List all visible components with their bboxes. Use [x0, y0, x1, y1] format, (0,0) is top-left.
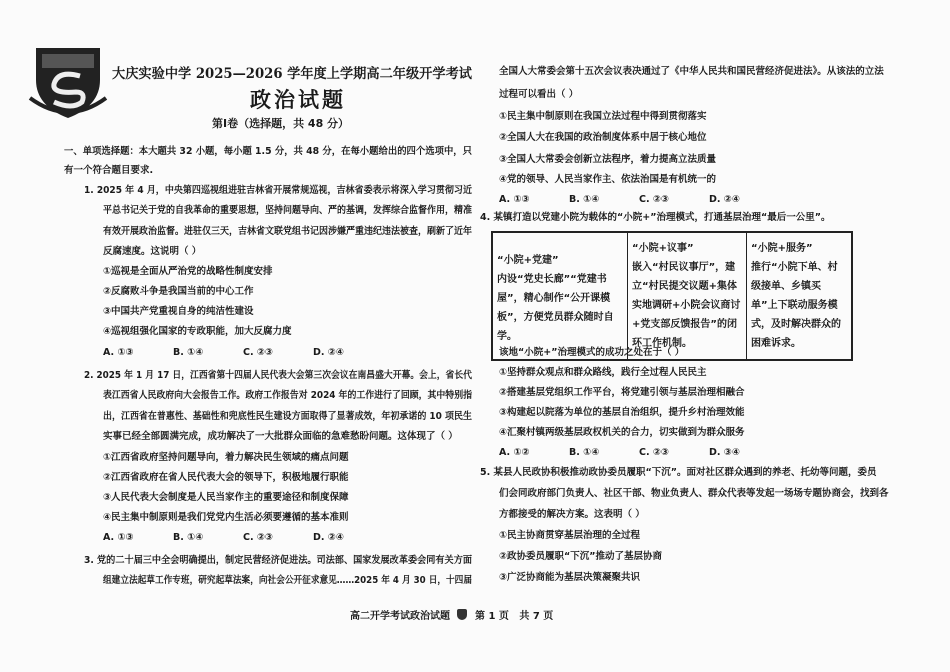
page-total: 共 7 页 — [519, 611, 554, 622]
statement: ②搭建基层党组织工作平台，将党建引领与基层治理相融合 — [499, 387, 745, 398]
school-logo-icon — [28, 40, 108, 120]
answer-options — [499, 446, 779, 459]
statement: ④巡视组强化国家的专政职能，加大反腐力度 — [103, 326, 292, 337]
question-stem: 5. 某县人民政协积极推动政协委员履职“下沉”。面对社区群众遇到的养老、托幼等问题，委员 — [480, 467, 877, 478]
statement: ①民主集中制原则在我国立法过程中得到贯彻落实 — [499, 111, 707, 122]
question-stem: 反腐速度。这说明（ ） — [103, 246, 202, 257]
question-stem: 实事已经全部圆满完成，成功解决了一大批群众面临的急难愁盼问题。这体现了（ ） — [103, 431, 458, 442]
cell-body: 推行“小院下单、村级接单、乡镇买单”上下联动服务模式，及时解决群众的困难诉求。 — [751, 262, 841, 349]
statement: ①江西省政府坚持问题导向，着力解决民生领域的痛点问题 — [103, 452, 349, 463]
option-c[interactable]: C. ②③ — [243, 532, 273, 543]
option-a[interactable]: A. ①③ — [499, 194, 530, 205]
cell-body: 嵌入“村民议事厅”，建立“村民提交议题+集体实地调研+小院会议商讨+党支部反馈报告”的闭环工作机制。 — [632, 262, 741, 349]
question-stem: 组建立法起草工作专班，研究起草法案，向社会公开征求意见……2025 年 4 月 30 日，十四届 — [103, 575, 472, 586]
option-c[interactable]: C. ②③ — [243, 347, 273, 358]
page-number: 第 1 页 — [474, 611, 509, 622]
question-stem: 1. 2025 年 4 月，中央第四巡视组进驻吉林省开展常规巡视，吉林省委表示将深入学习贯彻习近 — [84, 185, 472, 196]
cell-heading: “小院+服务” — [751, 243, 813, 254]
footer-exam-name: 高二开学考试政治试题 — [350, 611, 450, 622]
instructions-line: 一、单项选择题：本大题共 32 小题，每小题 1.5 分，共 48 分，在每小题给出的四个选项中，只 — [64, 146, 472, 157]
option-b[interactable]: B. ①④ — [173, 532, 204, 543]
question-stem: 2. 2025 年 1 月 17 日，江西省第十四届人民代表大会第三次会议在南昌盛大开幕。会上，省长代 — [84, 370, 472, 381]
statement: ①民主协商贯穿基层治理的全过程 — [499, 530, 641, 541]
option-a[interactable]: A. ①③ — [103, 347, 134, 358]
statement: ③人民代表大会制度是人民当家作主的重要途径和制度保障 — [103, 492, 349, 503]
statement: ②反腐败斗争是我国当前的中心工作 — [103, 286, 254, 297]
question-stem: 全国人大常委会第十五次会议表决通过了《中华人民共和国民营经济促进法》。从该法的立法 — [499, 66, 884, 77]
statement: ②江西省政府在省人民代表大会的领导下，积极地履行职能 — [103, 472, 349, 483]
question-stem: 们会同政府部门负责人、社区干部、物业负责人、群众代表等发起一场场专题协商会，找到各 — [499, 488, 889, 499]
question-stem: 出，江西省在普惠性、基础性和兜底性民生建设方面取得了显著成效，年初承诺的 10 项民生 — [103, 411, 472, 422]
option-d[interactable]: D. ②④ — [313, 532, 344, 543]
option-a[interactable]: A. ①③ — [103, 532, 134, 543]
option-c[interactable]: C. ②③ — [639, 194, 669, 205]
statement: ④民主集中制原则是我们党党内生活必须要遵循的基本准则 — [103, 512, 349, 523]
instructions-line: 有一个符合题目要求. — [64, 165, 154, 176]
statement: ①巡视是全面从严治党的战略性制度安排 — [103, 266, 273, 277]
statement: ③构建起以院落为单位的基层自治组织，提升乡村治理效能 — [499, 407, 745, 418]
statement: ②政协委员履职“下沉”推动了基层协商 — [499, 551, 663, 562]
table-cell — [628, 232, 747, 360]
option-d[interactable]: D. ③④ — [709, 447, 740, 458]
question-stem: 平总书记关于党的自我革命的重要思想，坚持问题导向、严的基调，发挥综合监督作用，精准 — [103, 205, 472, 216]
statement: ③中国共产党重视自身的纯洁性建设 — [103, 306, 254, 317]
answer-options — [499, 193, 779, 206]
cell-body: 内设“党史长廊”“党建书屋”，精心制作“公开课模板”，方便党员群众随时自学。 — [497, 274, 614, 342]
question-stem: 过程可以看出（ ） — [499, 89, 579, 100]
statement: ②全国人大在我国的政治制度体系中居于核心地位 — [499, 132, 707, 143]
section-title: 第Ⅰ卷（选择题，共 48 分） — [212, 117, 350, 130]
statement: ③广泛协商能为基层决策凝聚共识 — [499, 572, 641, 583]
cell-heading: “小院+党建” — [497, 255, 559, 266]
statement: ③全国人大常委会创新立法程序，着力提高立法质量 — [499, 154, 717, 165]
table-cell — [492, 232, 628, 360]
option-a[interactable]: A. ①② — [499, 447, 530, 458]
answer-options — [103, 346, 383, 359]
question-stem: 有效开展政治监督。进驻仅三天，吉林省文联党组书记因涉嫌严重违纪违法被查，刷新了近年 — [103, 226, 472, 237]
question-stem: 3. 党的二十届三中全会明确提出，制定民营经济促进法。司法部、国家发展改革委会同有关方面 — [84, 555, 472, 566]
statement: ④党的领导、人民当家作主、依法治国是有机统一的 — [499, 174, 717, 185]
option-b[interactable]: B. ①④ — [569, 447, 600, 458]
governance-model-table — [491, 231, 853, 361]
cell-heading: “小院+议事” — [632, 243, 694, 254]
option-d[interactable]: D. ②④ — [313, 347, 344, 358]
question-prompt: 该地“小院+”治理模式的成功之处在于（ ） — [499, 347, 685, 358]
question-stem: 表江西省人民政府向大会报告工作。政府工作报告对 2024 年的工作进行了回顾，其中特别指 — [103, 390, 472, 401]
answer-options — [103, 531, 383, 544]
footer-logo-icon — [457, 609, 467, 620]
question-stem: 4. 某镇打造以党建小院为载体的“小院+”治理模式，打通基层治理“最后一公里”。 — [480, 212, 831, 223]
table-cell — [747, 232, 853, 360]
option-b[interactable]: B. ①④ — [569, 194, 600, 205]
option-b[interactable]: B. ①④ — [173, 347, 204, 358]
question-stem: 方都接受的解决方案。这表明（ ） — [499, 509, 645, 520]
option-c[interactable]: C. ②③ — [639, 447, 669, 458]
page-footer — [350, 607, 553, 622]
exam-title: 大庆实验中学 2025—2026 学年度上学期高二年级开学考试 — [112, 66, 472, 82]
subject-title: 政治试题 — [250, 87, 346, 112]
statement: ④汇聚村镇两级基层政权机关的合力，切实做到为群众服务 — [499, 427, 745, 438]
statement: ①坚持群众观点和群众路线，践行全过程人民民主 — [499, 367, 707, 378]
option-d[interactable]: D. ②④ — [709, 194, 740, 205]
